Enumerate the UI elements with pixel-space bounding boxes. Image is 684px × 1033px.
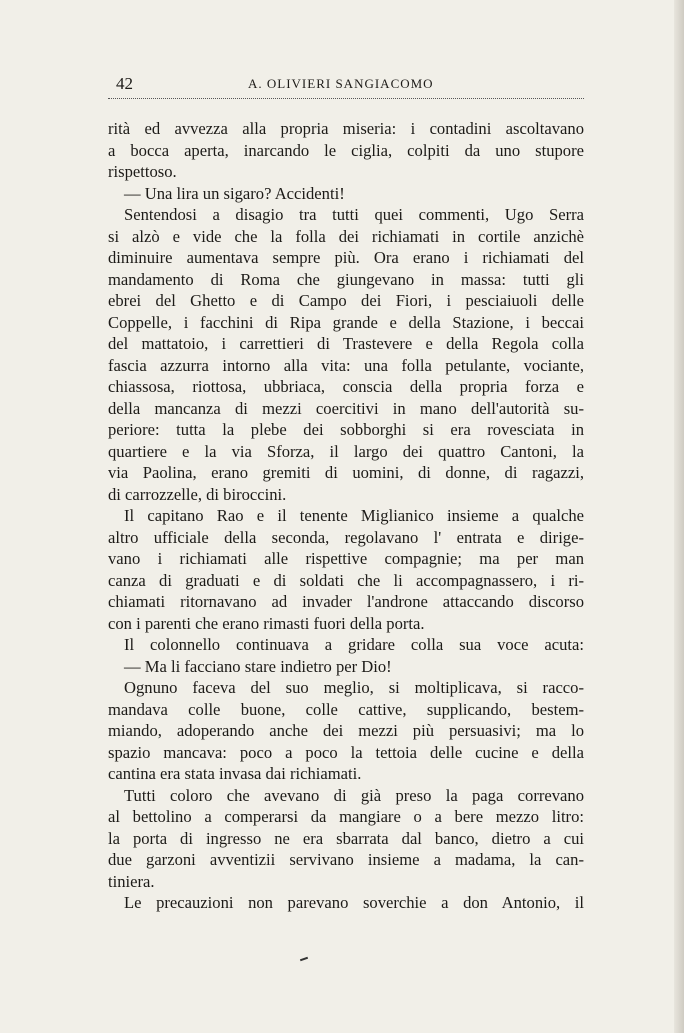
text-line: cantina era stata invasa dai richiamati. — [108, 764, 362, 783]
text-line: mandava colle buone, colle cattive, supplicando, bestem- — [108, 699, 584, 719]
text-line: due garzoni avventizii servivano insieme a madama, la can- — [108, 850, 584, 869]
text-line: periore: tutta la plebe dei sobborghi si era rovesciata in — [108, 420, 584, 439]
text-line: si alzò e vide che la folla dei richiamati in cortile anzichè — [108, 226, 584, 246]
text-line: tiniera. — [108, 871, 155, 891]
text-line: al bettolino a comperarsi da mangiare o a bere mezzo litro: — [108, 807, 584, 826]
text-line: rità ed avvezza alla propria miseria: i contadini ascoltavano — [108, 119, 584, 138]
text-line: altro ufficiale della seconda, regolavano l' entrata e dirige- — [108, 527, 584, 547]
text-line: Il capitano Rao e il tenente Miglianico insieme a qualche — [124, 506, 584, 525]
header-rule — [108, 98, 584, 99]
text-line: Coppelle, i facchini di Ripa grande e della Stazione, i beccai — [108, 312, 584, 332]
text-line: — Ma li facciano stare indietro per Dio! — [124, 656, 392, 676]
text-line: — Una lira un sigaro? Accidenti! — [124, 183, 345, 203]
text-line: chiamati ritornavano ad invader l'androne attaccando discorso — [108, 592, 584, 611]
text-line: canza di graduati e di soldati che li accompagnassero, i ri- — [108, 570, 584, 590]
text-line: miando, adoperando anche dei mezzi più persuasivi; ma lo — [108, 721, 584, 740]
text-line: della mancanza di mezzi coercitivi in mano dell'autorità su- — [108, 398, 584, 418]
page-number: 42 — [116, 74, 133, 93]
text-line: mandamento di Roma che giungevano in massa: tutti gli — [108, 269, 584, 289]
page-header — [108, 74, 584, 96]
text-line: Ognuno faceva del suo meglio, si moltiplicava, si racco- — [124, 678, 584, 697]
text-line: vano i richiamati alle rispettive compagnie; ma per man — [108, 549, 584, 568]
text-line: Sentendosi a disagio tra tutti quei commenti, Ugo Serra — [124, 205, 584, 224]
text-line: a bocca aperta, inarcando le ciglia, colpiti da uno stupore — [108, 140, 584, 160]
text-line: ebrei del Ghetto e di Campo dei Fiori, i pesciaiuoli delle — [108, 291, 584, 310]
text-line: Tutti coloro che avevano di già preso la paga correvano — [124, 785, 584, 805]
running-title: A. OLIVIERI SANGIACOMO — [248, 76, 434, 91]
page-edge — [674, 0, 684, 1033]
ink-mark — [300, 957, 308, 962]
text-line: via Paolina, erano gremiti di uomini, di donne, di ragazzi, — [108, 463, 584, 482]
text-line: fascia azzurra intorno alla vita: una folla petulante, vociante, — [108, 355, 584, 375]
text-line: con i parenti che erano rimasti fuori della porta. — [108, 613, 425, 633]
text-line: diminuire aumentava sempre più. Ora erano i richiamati del — [108, 248, 584, 267]
text-line: Le precauzioni non parevano soverchie a don Antonio, il — [124, 893, 584, 912]
text-line: di carrozzelle, di biroccini. — [108, 484, 287, 504]
text-line: quartiere e la via Sforza, il largo dei quattro Cantoni, la — [108, 441, 584, 461]
text-line: spazio mancava: poco a poco la tettoia delle cucine e della — [108, 742, 584, 762]
text-line: la porta di ingresso ne era sbarrata dal banco, dietro a cui — [108, 828, 584, 848]
text-line: del mattatoio, i carrettieri di Trastevere e della Regola colla — [108, 334, 584, 353]
body-text — [108, 118, 584, 914]
text-line: Il colonnello continuava a gridare colla sua voce acuta: — [124, 635, 584, 654]
text-line: chiassosa, riottosa, ubbriaca, conscia della propria forza e — [108, 377, 584, 396]
text-line: rispettoso. — [108, 162, 177, 181]
